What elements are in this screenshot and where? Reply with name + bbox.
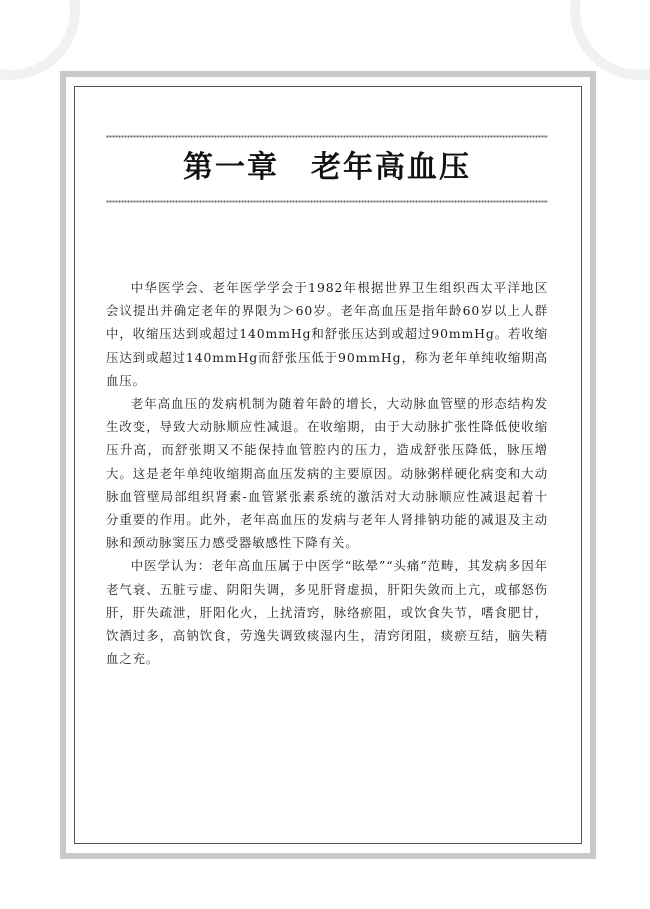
chapter-body (106, 276, 548, 670)
decorative-corner-right (570, 0, 650, 80)
chapter-title: 第一章 老年高血压 (183, 150, 471, 185)
title-dotted-rule-top (106, 134, 548, 139)
title-dotted-rule-bottom (106, 199, 548, 204)
paragraph-tcm-view: 中医学认为：老年高血压属于中医学“眩晕”“头痛”范畴，其发病多因年老气衰、五脏亏虚、阴阳失调，多见肝肾虚损，肝阳失敛而上亢，或郁怒伤肝，肝失疏泄，肝阳化火，上扰清窍，脉络瘀阻，或饮食失节，嗜食肥甘，饮酒过多，高钠饮食，劳逸失调致痰湿内生，清窍闭阻，痰瘀互结，脑失精血之充。 (106, 558, 548, 667)
paragraph-definition: 中华医学会、老年医学学会于1982年根据世界卫生组织西太平洋地区会议提出并确定老年的界限为＞60岁。老年高血压是指年龄60岁以上人群中，收缩压达到或超过140mmHg和舒张压达到或超过90mmHg。若收缩压达到或超过140mmHg而舒张压低于90mmHg，称为老年单纯收缩期高血压。 (106, 280, 548, 388)
decorative-corner-left (0, 0, 80, 80)
paragraph-pathogenesis: 老年高血压的发病机制为随着年龄的增长，大动脉血管壁的形态结构发生改变，导致大动脉顺应性减退。在收缩期，由于大动脉扩张性降低使收缩压升高，而舒张期又不能保持血管腔内的压力，造成舒张压降低，脉压增大。这是老年单纯收缩期高血压发病的主要原因。动脉粥样硬化病变和大动脉血管壁局部组织肾素-血管紧张素系统的激活对大动脉顺应性减退起着十分重要的作用。此外，老年高血压的发病与老年人肾排钠功能的减退及主动脉和颈动脉窦压力感受器敏感性下降有关。 (106, 396, 548, 551)
